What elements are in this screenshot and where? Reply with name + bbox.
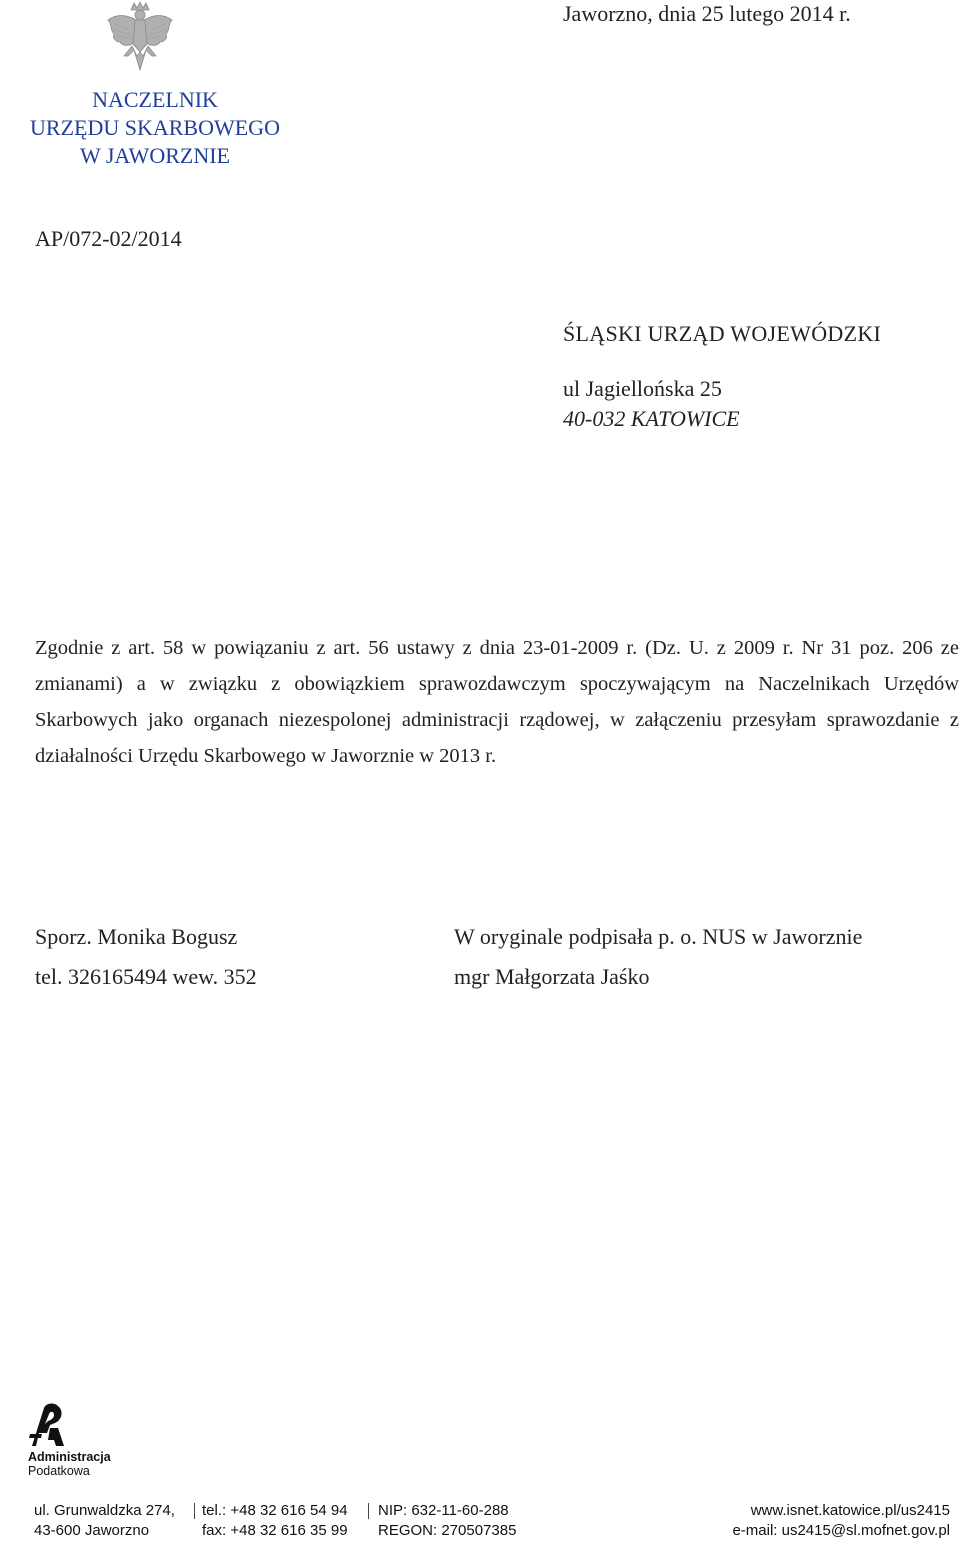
signer-name: mgr Małgorzata Jaśko [454,964,650,989]
recipient-street: ul Jagiellońska 25 [563,376,722,401]
issuer-line-2: URZĘDU SKARBOWEGO [30,115,280,140]
footer-fax: fax: +48 32 616 35 99 [202,1522,348,1539]
footer [34,1501,950,1541]
reference-number: AP/072-02/2014 [35,226,182,251]
issuer-line-1: NACZELNIK [92,87,218,112]
footer-www-link[interactable]: www.isnet.katowice.pl/us2415 [750,1502,950,1519]
footer-separator [368,1503,369,1519]
footer-address-line-2: 43-600 Jaworzno [34,1522,150,1539]
footer-email-link[interactable]: e-mail: us2415@sl.mofnet.gov.pl [732,1522,950,1539]
recipient-address [563,320,881,434]
ap-logo-mark-icon [28,1402,68,1448]
issuer-line-3: W JAWORZNIE [80,143,230,168]
footer-row-2 [34,1521,950,1541]
recipient-name: ŚLĄSKI URZĄD WOJEWÓDZKI [563,321,882,346]
signature-note: W oryginale podpisała p. o. NUS w Jaworznie [454,924,863,949]
logo-line-1: Administracja [28,1450,111,1464]
issuer-name [30,86,280,170]
recipient-city: 40-032 KATOWICE [563,406,740,431]
footer-address-line-1: ul. Grunwaldzka 274, [34,1502,175,1519]
footer-regon: REGON: 270507385 [378,1522,517,1539]
footer-nip: NIP: 632-11-60-288 [378,1502,509,1519]
preparer-contact [35,917,257,997]
footer-tel: tel.: +48 32 616 54 94 [202,1502,348,1519]
footer-row-1 [34,1501,950,1521]
date-line: Jaworzno, dnia 25 lutego 2014 r. [563,1,851,26]
polish-eagle-emblem-icon [100,0,180,80]
preparer-name: Sporz. Monika Bogusz [35,924,238,949]
letter-body: Zgodnie z art. 58 w powiązaniu z art. 56 ustawy z dnia 23-01-2009 r. (Dz. U. z 2009 r. Nr 31 poz. 206 ze zmianami) a w związku z obowiązkiem sprawozdawczym spoczywającym na Naczelnikach Urzędów Skarbowych jako organach niezespolonej administracji rządowej, w załączeniu przesyłam sprawozdanie z działalności Urzędu Skarbowego w Jaworznie w 2013 r. [35,637,959,767]
preparer-phone: tel. 326165494 wew. 352 [35,964,257,989]
logo-line-2: Podatkowa [28,1464,90,1478]
administracja-podatkowa-logo-icon [28,1402,118,1482]
footer-separator [194,1503,195,1519]
signature-block [454,917,862,997]
